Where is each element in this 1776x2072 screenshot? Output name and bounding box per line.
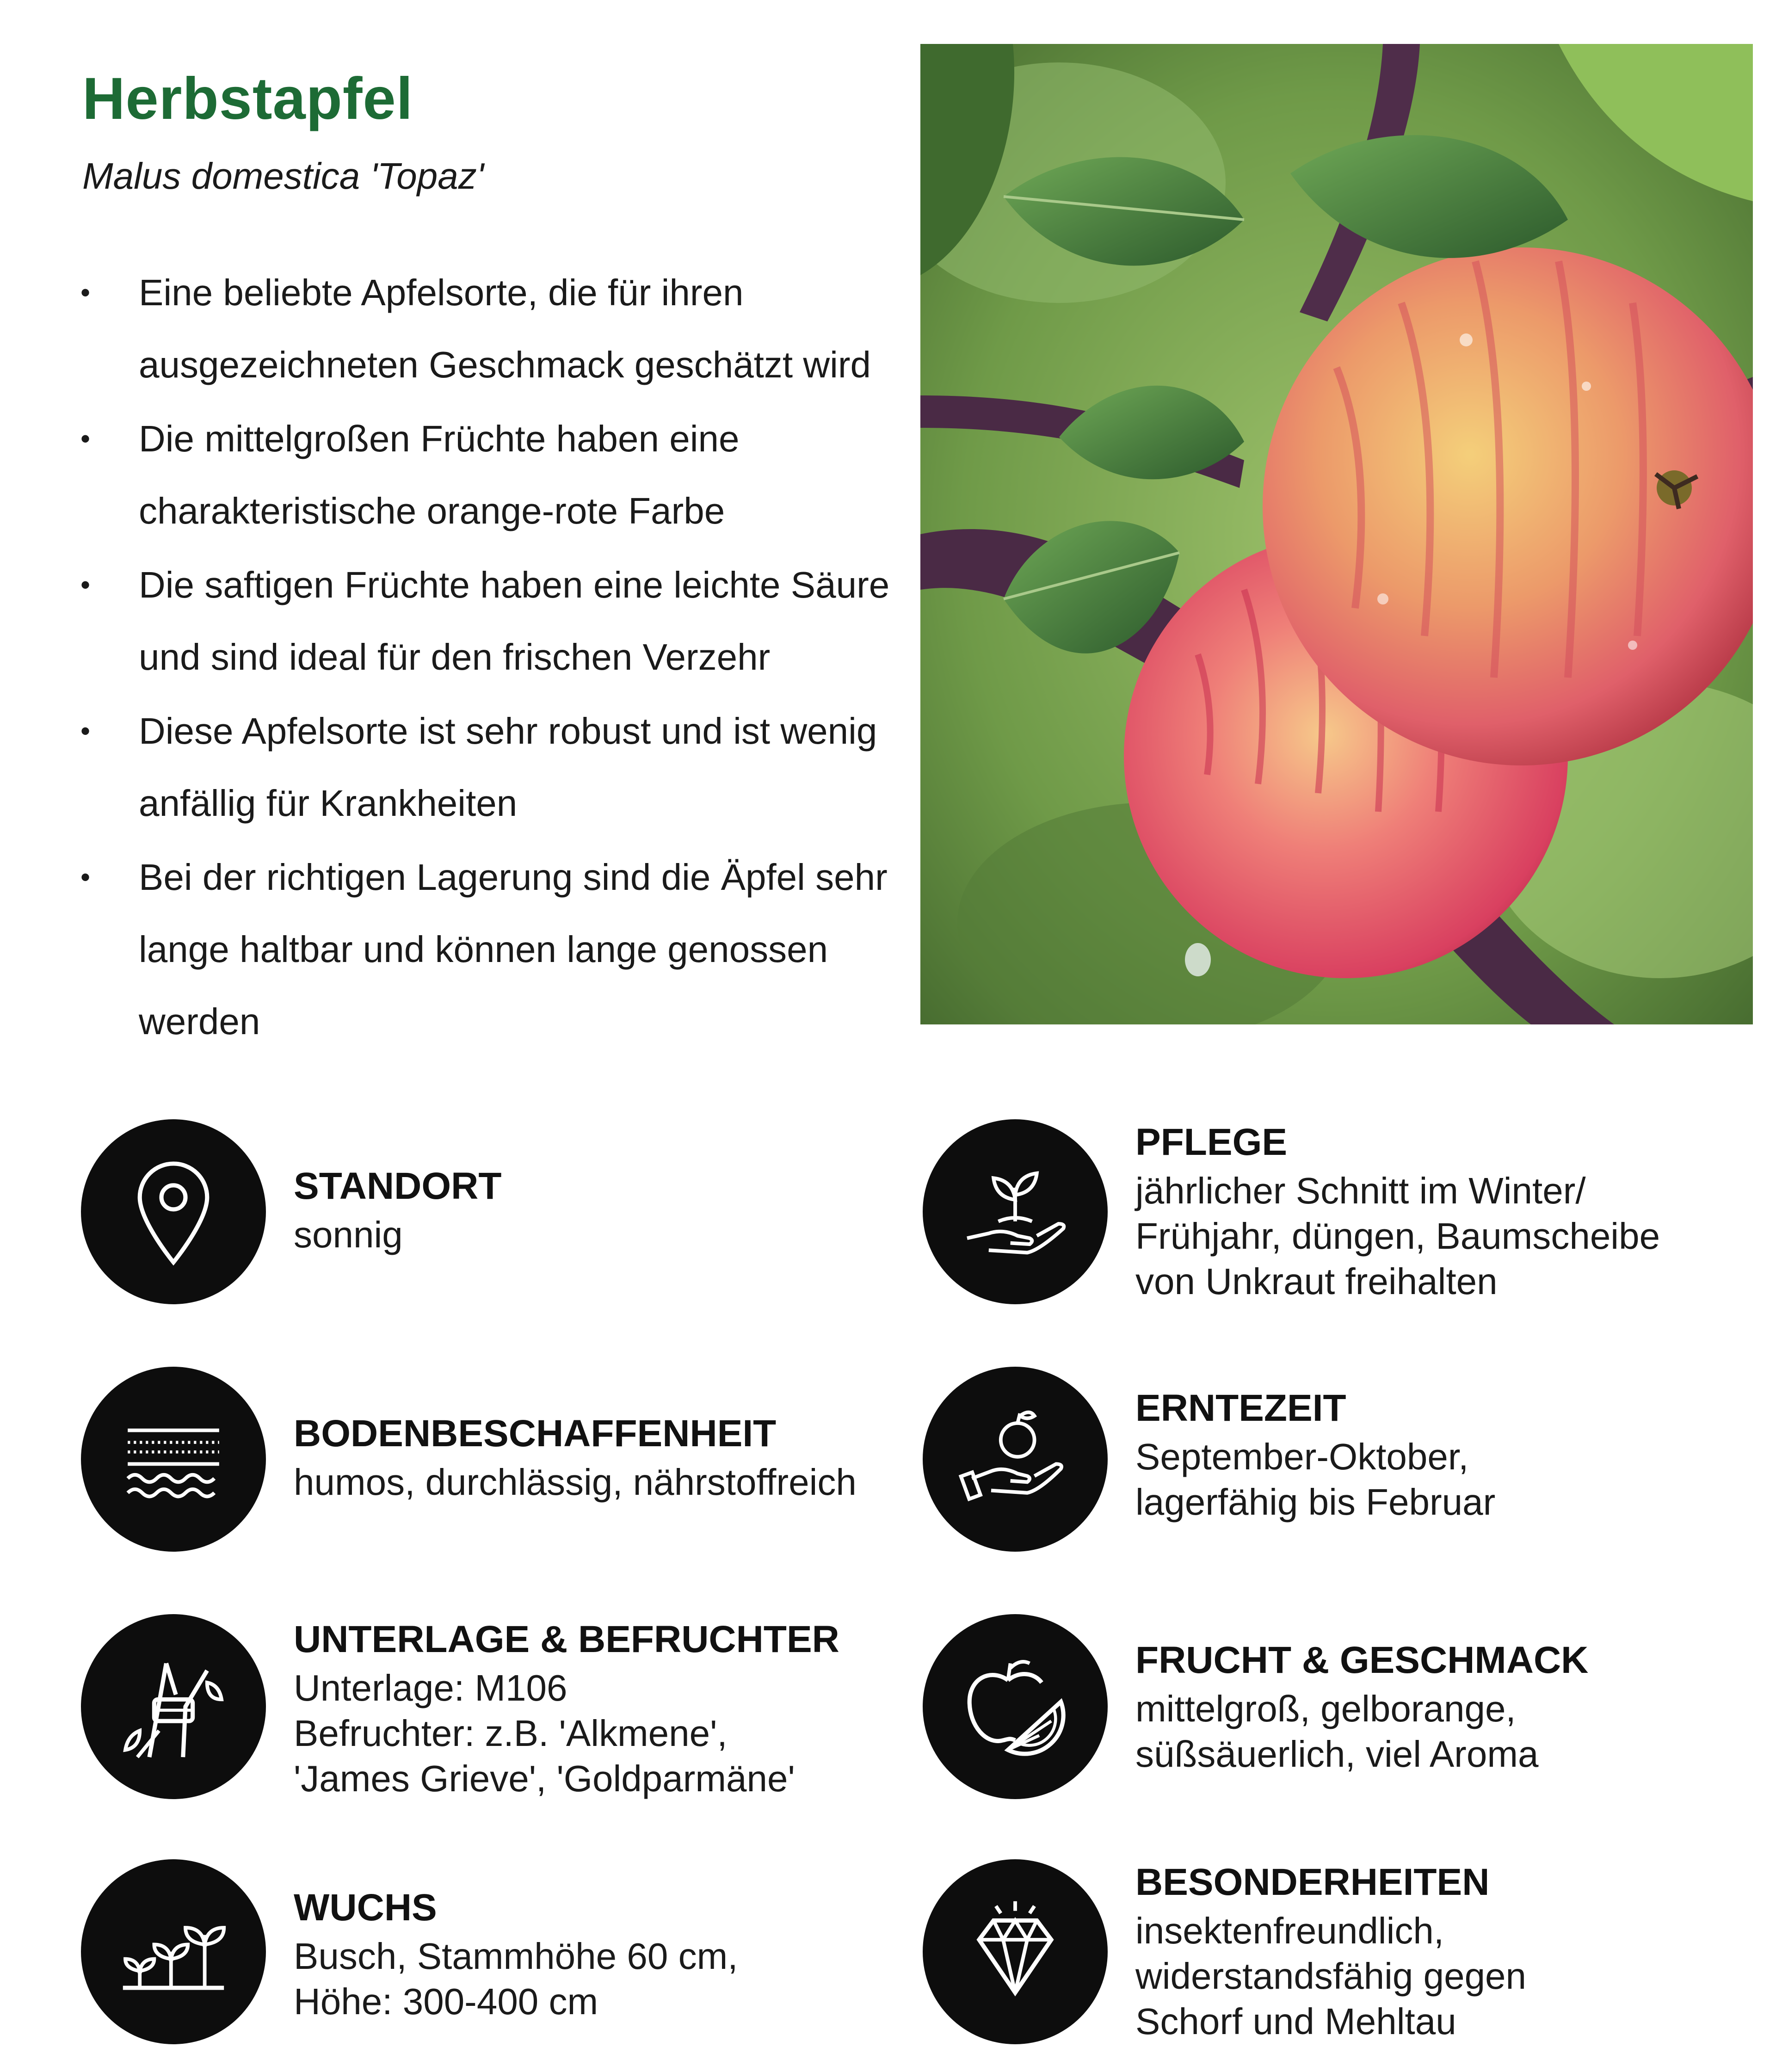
apple-photo [920, 44, 1753, 1024]
feature-boden [81, 1367, 890, 1561]
feature-frucht [923, 1614, 1732, 1808]
erntezeit-title: ERNTEZEIT [1135, 1387, 1346, 1429]
standort-title: STANDORT [294, 1165, 502, 1207]
frucht-value: mittelgroß, gelborange, süßsäuerlich, viel Aroma [1135, 1688, 1539, 1775]
pflege-value: jährlicher Schnitt im Winter/ Frühjahr, düngen, Baumscheibe von Unkraut freihalten [1135, 1170, 1660, 1302]
hand-plant-icon [955, 1152, 1075, 1272]
bullet-icon: • [80, 569, 91, 600]
feature-erntezeit [923, 1367, 1732, 1561]
besonderheiten-title: BESONDERHEITEN [1135, 1861, 1490, 1903]
list-item-text: Die saftigen Früchte haben eine leichte Säure und sind ideal für den frischen Verzehr [139, 564, 890, 678]
grafted-branch-icon [113, 1646, 234, 1767]
boden-value: humos, durchlässig, nährstoffreich [294, 1462, 857, 1503]
list-item [79, 549, 911, 693]
list-item-text: Bei der richtigen Lagerung sind die Äpfel sehr lange haltbar und können lange genossen werden [139, 857, 888, 1042]
hand-fruit-icon [955, 1399, 1075, 1519]
bullet-icon: • [80, 423, 91, 454]
list-item [79, 257, 911, 401]
wuchs-title: WUCHS [294, 1887, 437, 1929]
diamond-icon [955, 1892, 1075, 2012]
apple-illustration [920, 44, 1753, 1024]
frucht-title: FRUCHT & GESCHMACK [1135, 1639, 1589, 1681]
boden-icon-circle [81, 1367, 266, 1552]
page-title: Herbstapfel [82, 66, 413, 132]
bullet-icon: • [80, 862, 91, 893]
standort-value: sonnig [294, 1214, 403, 1255]
unterlage-value: Unterlage: M106 Befruchter: z.B. 'Alkmene', 'James Grieve', 'Goldparmäne' [294, 1667, 795, 1799]
besonderheiten-value: insektenfreundlich, widerstandsfähig gegen Schorf und Mehltau [1135, 1910, 1527, 2042]
bullet-icon: • [80, 715, 91, 746]
wuchs-value: Busch, Stammhöhe 60 cm, Höhe: 300-400 cm [294, 1936, 738, 2022]
pflege-icon-circle [923, 1119, 1108, 1304]
botanical-name: Malus domestica 'Topaz' [82, 155, 484, 197]
feature-list [79, 257, 911, 1060]
unterlage-icon-circle [81, 1614, 266, 1799]
wuchs-icon-circle [81, 1859, 266, 2044]
frucht-icon-circle [923, 1614, 1108, 1799]
pflege-title: PFLEGE [1135, 1121, 1288, 1163]
standort-icon-circle [81, 1119, 266, 1304]
feature-pflege [923, 1119, 1732, 1314]
apple-orange-icon [955, 1646, 1075, 1767]
seedlings-icon [113, 1892, 234, 2012]
feature-wuchs [81, 1859, 890, 2054]
list-item [79, 841, 911, 1058]
bullet-icon: • [80, 277, 91, 308]
unterlage-title: UNTERLAGE & BEFRUCHTER [294, 1618, 839, 1660]
boden-title: BODENBESCHAFFENHEIT [294, 1412, 777, 1455]
list-item-text: Diese Apfelsorte ist sehr robust und ist wenig anfällig für Krankheiten [139, 710, 877, 824]
erntezeit-icon-circle [923, 1367, 1108, 1552]
list-item-text: Die mittelgroßen Früchte haben eine charakteristische orange-rote Farbe [139, 418, 740, 531]
feature-unterlage [81, 1614, 890, 1808]
erntezeit-value: September-Oktober, lagerfähig bis Februar [1135, 1436, 1496, 1523]
list-item [79, 403, 911, 547]
list-item [79, 695, 911, 839]
besonderheiten-icon-circle [923, 1859, 1108, 2044]
location-pin-icon [113, 1152, 234, 1272]
soil-layers-icon [113, 1399, 234, 1519]
feature-besonderheiten [923, 1859, 1732, 2054]
list-item-text: Eine beliebte Apfelsorte, die für ihren ausgezeichneten Geschmack geschätzt wird [139, 272, 871, 385]
feature-standort [81, 1119, 890, 1314]
